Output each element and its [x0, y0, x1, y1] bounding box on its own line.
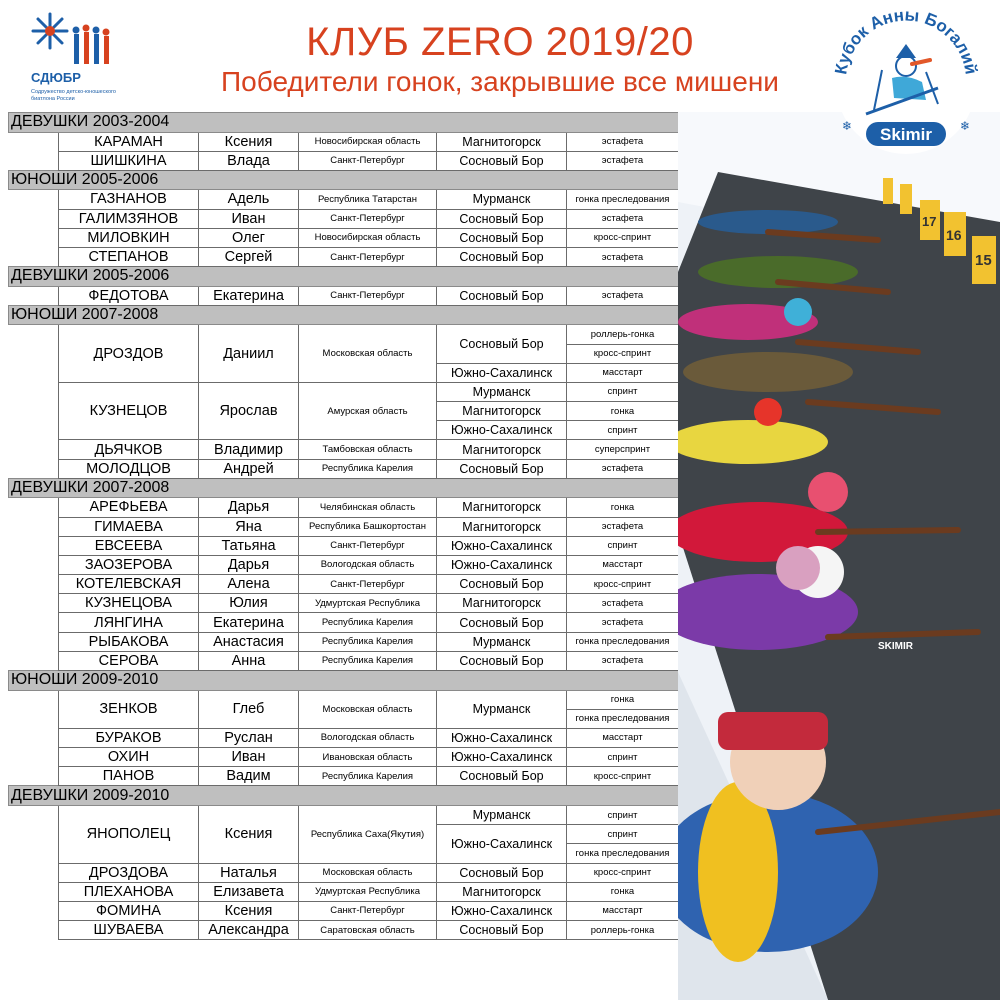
indent-cell: [9, 613, 59, 632]
race-city: Магнитогорск: [437, 498, 567, 517]
athlete-surname: ГАЗНАНОВ: [59, 190, 199, 209]
indent-cell: [9, 575, 59, 594]
table-row: [9, 921, 679, 940]
athlete-region: Вологодская область: [299, 555, 437, 574]
athlete-region: Удмуртская Республика: [299, 882, 437, 901]
race-city: Южно-Сахалинск: [437, 555, 567, 574]
athlete-name: Ксения: [199, 132, 299, 151]
group-header-row: [9, 267, 679, 287]
athlete-surname: ЯНОПОЛЕЦ: [59, 805, 199, 863]
athlete-region: Санкт-Петербург: [299, 209, 437, 228]
table-row: [9, 555, 679, 574]
athlete-surname: ГИМАЕВА: [59, 517, 199, 536]
athlete-surname: ЛЯНГИНА: [59, 613, 199, 632]
race-type: гонка: [567, 882, 679, 901]
indent-cell: [9, 132, 59, 151]
athlete-region: Республика Саха(Якутия): [299, 805, 437, 863]
race-type: гонка преследования: [567, 709, 679, 728]
athlete-name: Наталья: [199, 863, 299, 882]
group-title: ДЕВУШКИ 2003-2004: [9, 113, 679, 133]
athlete-region: Вологодская область: [299, 728, 437, 747]
race-city: Мурманск: [437, 382, 567, 401]
race-city: Сосновый Бор: [437, 459, 567, 478]
race-city: Сосновый Бор: [437, 651, 567, 670]
athlete-surname: КУЗНЕЦОВА: [59, 594, 199, 613]
indent-cell: [9, 286, 59, 305]
race-type: спринт: [567, 825, 679, 844]
race-city: Мурманск: [437, 690, 567, 728]
athlete-name: Ксения: [199, 805, 299, 863]
athlete-surname: МОЛОДЦОВ: [59, 459, 199, 478]
indent-cell: [9, 767, 59, 786]
race-city: Сосновый Бор: [437, 325, 567, 363]
athlete-region: Республика Карелия: [299, 613, 437, 632]
race-city: Магнитогорск: [437, 517, 567, 536]
table-row: [9, 690, 679, 709]
table-row: [9, 536, 679, 555]
athlete-surname: ШУВАЕВА: [59, 921, 199, 940]
athlete-name: Ярослав: [199, 382, 299, 440]
race-city: Южно-Сахалинск: [437, 901, 567, 920]
athlete-surname: КОТЕЛЕВСКАЯ: [59, 575, 199, 594]
athlete-name: Владимир: [199, 440, 299, 459]
race-type: спринт: [567, 748, 679, 767]
table-row: [9, 575, 679, 594]
indent-cell: [9, 459, 59, 478]
group-title: ДЕВУШКИ 2009-2010: [9, 786, 679, 806]
athlete-region: Санкт-Петербург: [299, 575, 437, 594]
athlete-name: Яна: [199, 517, 299, 536]
athlete-name: Олег: [199, 228, 299, 247]
athlete-surname: БУРАКОВ: [59, 728, 199, 747]
athlete-region: Республика Карелия: [299, 459, 437, 478]
athlete-name: Вадим: [199, 767, 299, 786]
race-city: Мурманск: [437, 805, 567, 824]
race-type: роллерь-гонка: [567, 921, 679, 940]
indent-cell: [9, 382, 59, 440]
athlete-region: Московская область: [299, 690, 437, 728]
indent-cell: [9, 440, 59, 459]
snowflake-icon: ❄: [842, 119, 853, 133]
race-city: Южно-Сахалинск: [437, 536, 567, 555]
race-city: Южно-Сахалинск: [437, 421, 567, 440]
indent-cell: [9, 651, 59, 670]
athlete-region: Удмуртская Республика: [299, 594, 437, 613]
athlete-name: Дарья: [199, 555, 299, 574]
sdyubr-logo: [28, 8, 124, 106]
race-type: эстафета: [567, 594, 679, 613]
indent-cell: [9, 536, 59, 555]
athlete-surname: ШИШКИНА: [59, 151, 199, 170]
table-row: [9, 132, 679, 151]
athlete-name: Юлия: [199, 594, 299, 613]
indent-cell: [9, 805, 59, 863]
indent-cell: [9, 555, 59, 574]
athlete-region: Санкт-Петербург: [299, 151, 437, 170]
sdyubr-caption-line2: биатлона России: [31, 96, 75, 102]
page-title: КЛУБ ZERO 2019/20: [306, 20, 694, 64]
athlete-surname: СТЕПАНОВ: [59, 247, 199, 266]
race-type: масстарт: [567, 728, 679, 747]
sdyubr-wordmark: СДЮБР: [31, 70, 81, 85]
race-city: Магнитогорск: [437, 882, 567, 901]
race-type: масстарт: [567, 901, 679, 920]
indent-cell: [9, 151, 59, 170]
winners-table: [8, 112, 678, 940]
race-city: Магнитогорск: [437, 440, 567, 459]
group-header-row: [9, 113, 679, 133]
indent-cell: [9, 748, 59, 767]
athlete-region: Московская область: [299, 325, 437, 383]
group-title: ЮНОШИ 2005-2006: [9, 170, 679, 190]
athlete-region: Санкт-Петербург: [299, 247, 437, 266]
athlete-region: Санкт-Петербург: [299, 536, 437, 555]
athlete-name: Александра: [199, 921, 299, 940]
race-type: масстарт: [567, 555, 679, 574]
race-type: спринт: [567, 421, 679, 440]
table-row: [9, 863, 679, 882]
race-type: спринт: [567, 382, 679, 401]
athlete-region: Ивановская область: [299, 748, 437, 767]
race-city: Сосновый Бор: [437, 286, 567, 305]
athlete-region: Республика Карелия: [299, 651, 437, 670]
race-type: эстафета: [567, 517, 679, 536]
race-city: Мурманск: [437, 190, 567, 209]
athlete-surname: СЕРОВА: [59, 651, 199, 670]
athlete-name: Татьяна: [199, 536, 299, 555]
race-type: эстафета: [567, 286, 679, 305]
race-city: Сосновый Бор: [437, 575, 567, 594]
race-type: гонка преследования: [567, 632, 679, 651]
table-row: [9, 613, 679, 632]
race-type: эстафета: [567, 459, 679, 478]
table-row: [9, 228, 679, 247]
athlete-region: Республика Татарстан: [299, 190, 437, 209]
race-type: эстафета: [567, 651, 679, 670]
indent-cell: [9, 921, 59, 940]
group-header-row: [9, 170, 679, 190]
race-type: эстафета: [567, 151, 679, 170]
athlete-region: Республика Башкортостан: [299, 517, 437, 536]
athlete-surname: ЕВСЕЕВА: [59, 536, 199, 555]
biathlon-shooting-photo: [678, 112, 1000, 1000]
athlete-name: Анастасия: [199, 632, 299, 651]
race-type: спринт: [567, 536, 679, 555]
race-city: Магнитогорск: [437, 594, 567, 613]
winners-table-container: [8, 112, 678, 1000]
athlete-name: Екатерина: [199, 613, 299, 632]
sdyubr-caption-line1: Содружество детско-юношеского: [31, 89, 116, 95]
table-row: [9, 632, 679, 651]
indent-cell: [9, 690, 59, 728]
athlete-surname: МИЛОВКИН: [59, 228, 199, 247]
race-city: Сосновый Бор: [437, 228, 567, 247]
logo-arc-textpath: Кубок Анны Богалий: [831, 5, 981, 76]
group-header-row: [9, 671, 679, 691]
athlete-region: Амурская область: [299, 382, 437, 440]
athlete-name: Елизавета: [199, 882, 299, 901]
table-row: [9, 517, 679, 536]
athlete-name: Дарья: [199, 498, 299, 517]
indent-cell: [9, 325, 59, 383]
race-city: Мурманск: [437, 632, 567, 651]
athlete-region: Московская область: [299, 863, 437, 882]
athlete-surname: ФЕДОТОВА: [59, 286, 199, 305]
race-type: масстарт: [567, 363, 679, 382]
group-title: ЮНОШИ 2009-2010: [9, 671, 679, 691]
race-type: гонка: [567, 690, 679, 709]
athlete-name: Сергей: [199, 247, 299, 266]
table-row: [9, 805, 679, 824]
athlete-name: Адель: [199, 190, 299, 209]
indent-cell: [9, 901, 59, 920]
athlete-region: Тамбовская область: [299, 440, 437, 459]
race-city: Сосновый Бор: [437, 151, 567, 170]
athlete-surname: ОХИН: [59, 748, 199, 767]
athlete-surname: КУЗНЕЦОВ: [59, 382, 199, 440]
athlete-surname: ГАЛИМЗЯНОВ: [59, 209, 199, 228]
indent-cell: [9, 728, 59, 747]
athlete-name: Екатерина: [199, 286, 299, 305]
logo-brand-skimir: Skimir: [880, 125, 932, 144]
athlete-surname: РЫБАКОВА: [59, 632, 199, 651]
athlete-surname: АРЕФЬЕВА: [59, 498, 199, 517]
group-title: ЮНОШИ 2007-2008: [9, 305, 679, 325]
athlete-surname: ЗАОЗЕРОВА: [59, 555, 199, 574]
race-type: эстафета: [567, 132, 679, 151]
snowflake-icon: ❄: [960, 119, 971, 133]
race-type: гонка преследования: [567, 190, 679, 209]
table-row: [9, 728, 679, 747]
lane-number-15: 15: [975, 252, 992, 269]
table-row: [9, 382, 679, 401]
athlete-name: Иван: [199, 209, 299, 228]
table-row: [9, 748, 679, 767]
table-row: [9, 247, 679, 266]
race-type: кросс-спринт: [567, 575, 679, 594]
race-city: Сосновый Бор: [437, 767, 567, 786]
race-type: эстафета: [567, 209, 679, 228]
indent-cell: [9, 632, 59, 651]
athlete-name: Ксения: [199, 901, 299, 920]
race-type: кросс-спринт: [567, 767, 679, 786]
race-city: Южно-Сахалинск: [437, 748, 567, 767]
race-type: гонка: [567, 402, 679, 421]
indent-cell: [9, 209, 59, 228]
group-header-row: [9, 786, 679, 806]
athlete-name: Влада: [199, 151, 299, 170]
indent-cell: [9, 247, 59, 266]
race-city: Сосновый Бор: [437, 209, 567, 228]
page-subtitle: Победители гонок, закрывшие все мишени: [221, 66, 779, 97]
athlete-name: Алена: [199, 575, 299, 594]
table-row: [9, 901, 679, 920]
race-type: кросс-спринт: [567, 863, 679, 882]
race-type: эстафета: [567, 247, 679, 266]
race-city: Сосновый Бор: [437, 921, 567, 940]
indent-cell: [9, 517, 59, 536]
table-row: [9, 594, 679, 613]
group-header-row: [9, 305, 679, 325]
athlete-name: Иван: [199, 748, 299, 767]
indent-cell: [9, 594, 59, 613]
indent-cell: [9, 498, 59, 517]
lane-number-17: 17: [922, 214, 937, 229]
athlete-surname: КАРАМАН: [59, 132, 199, 151]
race-type: гонка: [567, 498, 679, 517]
table-row: [9, 440, 679, 459]
race-type: кросс-спринт: [567, 344, 679, 363]
table-row: [9, 459, 679, 478]
group-title: ДЕВУШКИ 2005-2006: [9, 267, 679, 287]
table-row: [9, 498, 679, 517]
table-row: [9, 325, 679, 344]
athlete-region: Челябинская область: [299, 498, 437, 517]
race-type: кросс-спринт: [567, 228, 679, 247]
group-title: ДЕВУШКИ 2007-2008: [9, 478, 679, 498]
skier-silhouettes-icon: [73, 25, 110, 65]
race-city: Сосновый Бор: [437, 247, 567, 266]
race-type: суперспринт: [567, 440, 679, 459]
athlete-surname: ДРОЗДОВА: [59, 863, 199, 882]
athlete-name: Глеб: [199, 690, 299, 728]
table-row: [9, 882, 679, 901]
athlete-surname: ДЬЯЧКОВ: [59, 440, 199, 459]
indent-cell: [9, 190, 59, 209]
athlete-region: Санкт-Петербург: [299, 286, 437, 305]
ski-mat-brand: SKIMIR: [878, 641, 913, 652]
athlete-surname: ПАНОВ: [59, 767, 199, 786]
race-city: Южно-Сахалинск: [437, 728, 567, 747]
table-row: [9, 151, 679, 170]
race-type: спринт: [567, 805, 679, 824]
athlete-region: Санкт-Петербург: [299, 901, 437, 920]
race-city: Магнитогорск: [437, 402, 567, 421]
athlete-region: Саратовская область: [299, 921, 437, 940]
indent-cell: [9, 228, 59, 247]
athlete-surname: ФОМИНА: [59, 901, 199, 920]
race-type: гонка преследования: [567, 844, 679, 863]
race-type: эстафета: [567, 613, 679, 632]
athlete-name: Руслан: [199, 728, 299, 747]
race-city: Сосновый Бор: [437, 863, 567, 882]
athlete-name: Андрей: [199, 459, 299, 478]
table-row: [9, 767, 679, 786]
athlete-surname: ПЛЕХАНОВА: [59, 882, 199, 901]
table-row: [9, 286, 679, 305]
race-city: Магнитогорск: [437, 132, 567, 151]
race-city: Южно-Сахалинск: [437, 825, 567, 863]
race-city: Южно-Сахалинск: [437, 363, 567, 382]
athlete-name: Анна: [199, 651, 299, 670]
athlete-region: Новосибирская область: [299, 132, 437, 151]
indent-cell: [9, 882, 59, 901]
table-row: [9, 190, 679, 209]
race-city: Сосновый Бор: [437, 613, 567, 632]
athlete-surname: ДРОЗДОВ: [59, 325, 199, 383]
group-header-row: [9, 478, 679, 498]
kubok-anny-bogaliy-logo: [826, 4, 986, 164]
athlete-name: Даниил: [199, 325, 299, 383]
table-row: [9, 651, 679, 670]
table-row: [9, 209, 679, 228]
indent-cell: [9, 863, 59, 882]
race-type: роллерь-гонка: [567, 325, 679, 344]
athlete-region: Республика Карелия: [299, 632, 437, 651]
athlete-region: Новосибирская область: [299, 228, 437, 247]
athlete-region: Республика Карелия: [299, 767, 437, 786]
athlete-surname: ЗЕНКОВ: [59, 690, 199, 728]
lane-number-16: 16: [946, 227, 962, 243]
